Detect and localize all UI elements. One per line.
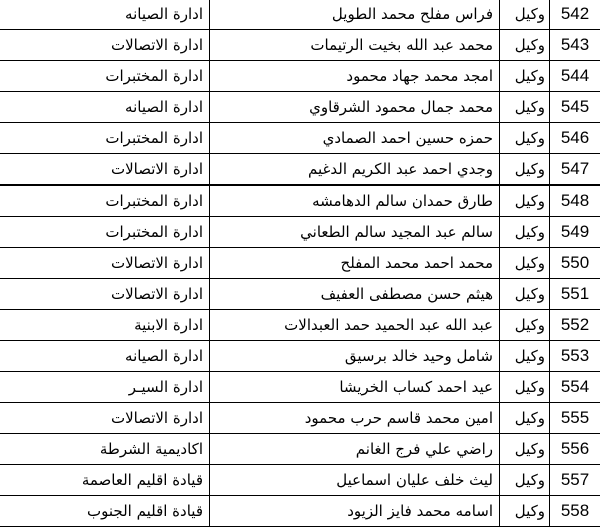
department-cell[interactable]: ادارة الصيانه	[0, 0, 210, 29]
department-cell[interactable]: ادارة المختبرات	[0, 61, 210, 91]
table-row	[0, 154, 600, 186]
name-cell[interactable]: محمد عبد الله بخيت الرتيمات	[210, 30, 500, 60]
department-cell[interactable]: ادارة الاتصالات	[0, 30, 210, 60]
department-cell[interactable]: ادارة المختبرات	[0, 217, 210, 247]
table-row	[0, 341, 600, 372]
number-cell[interactable]: 552	[560, 315, 590, 334]
table-row	[0, 310, 600, 341]
rank-cell[interactable]: وكيل	[500, 434, 550, 464]
rank-cell[interactable]: وكيل	[500, 123, 550, 153]
name-cell[interactable]: عبد الله عبد الحميد حمد العبدالات	[210, 310, 500, 340]
department-cell[interactable]: اكاديمية الشرطة	[0, 434, 210, 464]
rank-cell[interactable]: وكيل	[500, 154, 550, 184]
table-row	[0, 217, 600, 248]
table-row	[0, 123, 600, 154]
department-cell[interactable]: ادارة الصيانه	[0, 92, 210, 122]
rank-cell[interactable]: وكيل	[500, 341, 550, 371]
table-row	[0, 30, 600, 61]
rank-cell[interactable]: وكيل	[500, 279, 550, 309]
rank-cell[interactable]: وكيل	[500, 0, 550, 29]
department-cell[interactable]: ادارة السيـر	[0, 372, 210, 402]
table-row	[0, 434, 600, 465]
name-cell[interactable]: اسامه محمد فايز الزيود	[210, 496, 500, 526]
rank-cell[interactable]: وكيل	[500, 186, 550, 216]
name-cell[interactable]: حمزه حسين احمد الصمادي	[210, 123, 500, 153]
rank-cell[interactable]: وكيل	[500, 248, 550, 278]
table-row	[0, 372, 600, 403]
department-cell[interactable]: ادارة الاتصالات	[0, 279, 210, 309]
number-cell[interactable]: 550	[560, 253, 590, 272]
number-cell[interactable]: 554	[560, 377, 590, 396]
table-row	[0, 465, 600, 496]
number-cell[interactable]: 551	[560, 284, 590, 303]
name-cell[interactable]: شامل وحيد خالد برسيق	[210, 341, 500, 371]
number-cell[interactable]: 545	[560, 97, 590, 116]
name-cell[interactable]: راضي علي فرج الغانم	[210, 434, 500, 464]
table-row	[0, 496, 600, 527]
table-row	[0, 403, 600, 434]
name-cell[interactable]: سالم عبد المجيد سالم الطعاني	[210, 217, 500, 247]
department-cell[interactable]: قيادة اقليم العاصمة	[0, 465, 210, 495]
table-row	[0, 0, 600, 30]
number-cell[interactable]: 558	[560, 501, 590, 520]
table-row	[0, 279, 600, 310]
rank-cell[interactable]: وكيل	[500, 372, 550, 402]
number-cell[interactable]: 556	[560, 439, 590, 458]
department-cell[interactable]: قيادة اقليم الجنوب	[0, 496, 210, 526]
rank-cell[interactable]: وكيل	[500, 217, 550, 247]
name-cell[interactable]: وجدي احمد عبد الكريم الدغيم	[210, 154, 500, 184]
number-cell[interactable]: 548	[560, 191, 590, 210]
name-cell[interactable]: هيثم حسن مصطفى العفيف	[210, 279, 500, 309]
number-cell[interactable]: 546	[560, 128, 590, 147]
department-cell[interactable]: ادارة المختبرات	[0, 123, 210, 153]
number-cell[interactable]: 553	[560, 346, 590, 365]
rank-cell[interactable]: وكيل	[500, 465, 550, 495]
number-cell[interactable]: 542	[560, 4, 590, 23]
rank-cell[interactable]: وكيل	[500, 403, 550, 433]
table-row	[0, 186, 600, 217]
name-cell[interactable]: محمد احمد محمد المفلح	[210, 248, 500, 278]
number-cell[interactable]: 547	[560, 159, 590, 178]
table-row	[0, 92, 600, 123]
table-row	[0, 248, 600, 279]
number-cell[interactable]: 543	[560, 35, 590, 54]
department-cell[interactable]: ادارة الابنية	[0, 310, 210, 340]
number-cell[interactable]: 544	[560, 66, 590, 85]
department-cell[interactable]: ادارة الاتصالات	[0, 154, 210, 184]
name-cell[interactable]: محمد جمال محمود الشرقاوي	[210, 92, 500, 122]
name-cell[interactable]: فراس مفلح محمد الطويل	[210, 0, 500, 29]
name-cell[interactable]: امجد محمد جهاد محمود	[210, 61, 500, 91]
department-cell[interactable]: ادارة الصيانه	[0, 341, 210, 371]
number-cell[interactable]: 557	[560, 470, 590, 489]
table-row	[0, 61, 600, 92]
department-cell[interactable]: ادارة المختبرات	[0, 186, 210, 216]
number-cell[interactable]: 549	[560, 222, 590, 241]
department-cell[interactable]: ادارة الاتصالات	[0, 248, 210, 278]
name-cell[interactable]: ليث خلف عليان اسماعيل	[210, 465, 500, 495]
rank-cell[interactable]: وكيل	[500, 30, 550, 60]
rank-cell[interactable]: وكيل	[500, 61, 550, 91]
rank-cell[interactable]: وكيل	[500, 92, 550, 122]
number-cell[interactable]: 555	[560, 408, 590, 427]
name-cell[interactable]: طارق حمدان سالم الدهامشه	[210, 186, 500, 216]
rank-cell[interactable]: وكيل	[500, 496, 550, 526]
name-cell[interactable]: امين محمد قاسم حرب محمود	[210, 403, 500, 433]
rank-cell[interactable]: وكيل	[500, 310, 550, 340]
name-cell[interactable]: عيد احمد كساب الخريشا	[210, 372, 500, 402]
department-cell[interactable]: ادارة الاتصالات	[0, 403, 210, 433]
